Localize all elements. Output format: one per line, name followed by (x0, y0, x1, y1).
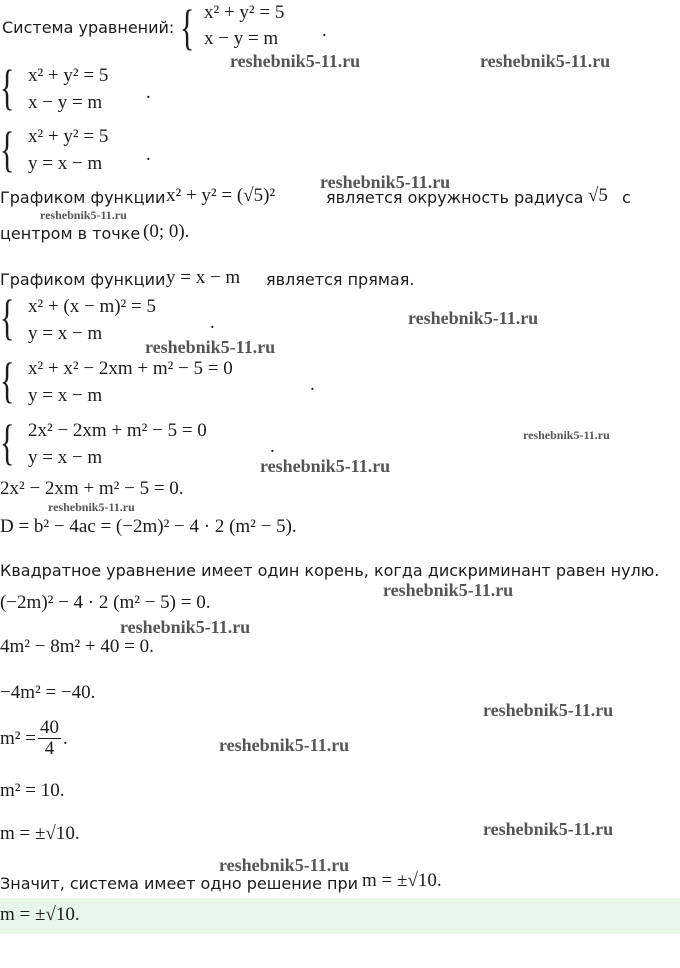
subsystem-2-eq1: x² + x² − 2xm + m² − 5 = 0 (28, 358, 233, 379)
step-4-left: m² = (0, 727, 36, 749)
watermark: reshebnik5-11.ru (483, 819, 614, 839)
system-2-eq2: y = x − m (28, 153, 103, 174)
graph1-line2: центром в точке (0, 224, 141, 243)
system-brace: { (0, 289, 15, 345)
watermark: reshebnik5-11.ru (320, 172, 451, 192)
answer: m = ±√10. (0, 904, 80, 925)
intro-label: Система уравнений: (2, 18, 175, 37)
conclusion-value: m = ±√10. (362, 870, 442, 891)
step-5: m² = 10. (0, 780, 65, 801)
watermark: reshebnik5-11.ru (48, 500, 135, 514)
watermark: reshebnik5-11.ru (40, 208, 127, 222)
fraction (38, 718, 61, 759)
system-brace: { (0, 59, 15, 115)
graph1-prefix: Графиком функции (0, 188, 166, 207)
fraction-numerator: 40 (39, 717, 59, 738)
period: . (62, 727, 68, 749)
step-3: −4m² = −40. (0, 682, 96, 703)
graph1-formula: x² + y² = (√5)² (166, 185, 276, 206)
subsystem-1-eq1: x² + (x − m)² = 5 (28, 296, 156, 317)
answer-box (0, 898, 680, 934)
step-2: 4m² − 8m² + 40 = 0. (0, 636, 154, 657)
graph1-tail: с (622, 188, 631, 207)
graph2-formula: y = x − m (166, 267, 241, 288)
step-4 (0, 718, 68, 759)
period: . (210, 312, 215, 333)
watermark: reshebnik5-11.ru (260, 456, 391, 476)
period: . (146, 82, 151, 103)
step-1: (−2m)² − 4 · 2 (m² − 5) = 0. (0, 592, 211, 613)
system-2-eq1: x² + y² = 5 (28, 126, 109, 147)
system-1-eq1: x² + y² = 5 (28, 65, 109, 86)
intro-eq1: x² + y² = 5 (204, 2, 285, 23)
graph1-point: (0; 0). (143, 221, 190, 242)
period: . (270, 436, 275, 457)
system-brace: { (180, 0, 195, 55)
watermark: reshebnik5-11.ru (483, 700, 614, 720)
system-brace: { (0, 121, 15, 177)
conclusion-text: Значит, система имеет одно решение при (0, 874, 359, 893)
system-brace: { (0, 414, 15, 470)
period: . (310, 374, 315, 395)
period: . (146, 144, 151, 165)
system-brace: { (0, 352, 15, 408)
quadratic-equation: 2x² − 2xm + m² − 5 = 0. (0, 478, 184, 499)
intro-eq2: x − y = m (204, 28, 279, 49)
subsystem-3-eq2: y = x − m (28, 447, 103, 468)
period: . (322, 20, 327, 41)
subsystem-2-eq2: y = x − m (28, 385, 103, 406)
watermark: reshebnik5-11.ru (120, 617, 251, 637)
graph1-suffix: является окружность радиуса (326, 188, 584, 207)
subsystem-1-eq2: y = x − m (28, 323, 103, 344)
step-6: m = ±√10. (0, 823, 80, 844)
system-1-eq2: x − y = m (28, 92, 103, 113)
graph2-suffix: является прямая. (266, 270, 415, 289)
fraction-denominator: 4 (44, 738, 55, 759)
watermark: reshebnik5-11.ru (480, 51, 611, 71)
watermark: reshebnik5-11.ru (145, 337, 276, 357)
watermark: reshebnik5-11.ru (219, 855, 350, 875)
watermark: reshebnik5-11.ru (230, 51, 361, 71)
discriminant: D = b² − 4ac = (−2m)² − 4 · 2 (m² − 5). (0, 516, 297, 537)
subsystem-3-eq1: 2x² − 2xm + m² − 5 = 0 (28, 420, 207, 441)
graph2-prefix: Графиком функции (0, 270, 166, 289)
watermark: reshebnik5-11.ru (408, 308, 539, 328)
graph1-radius: √5 (588, 185, 608, 206)
watermark: reshebnik5-11.ru (219, 735, 350, 755)
watermark: reshebnik5-11.ru (523, 428, 610, 442)
watermark: reshebnik5-11.ru (383, 580, 514, 600)
condition-text: Квадратное уравнение имеет один корень, когда дискриминант равен нулю. (0, 561, 660, 580)
